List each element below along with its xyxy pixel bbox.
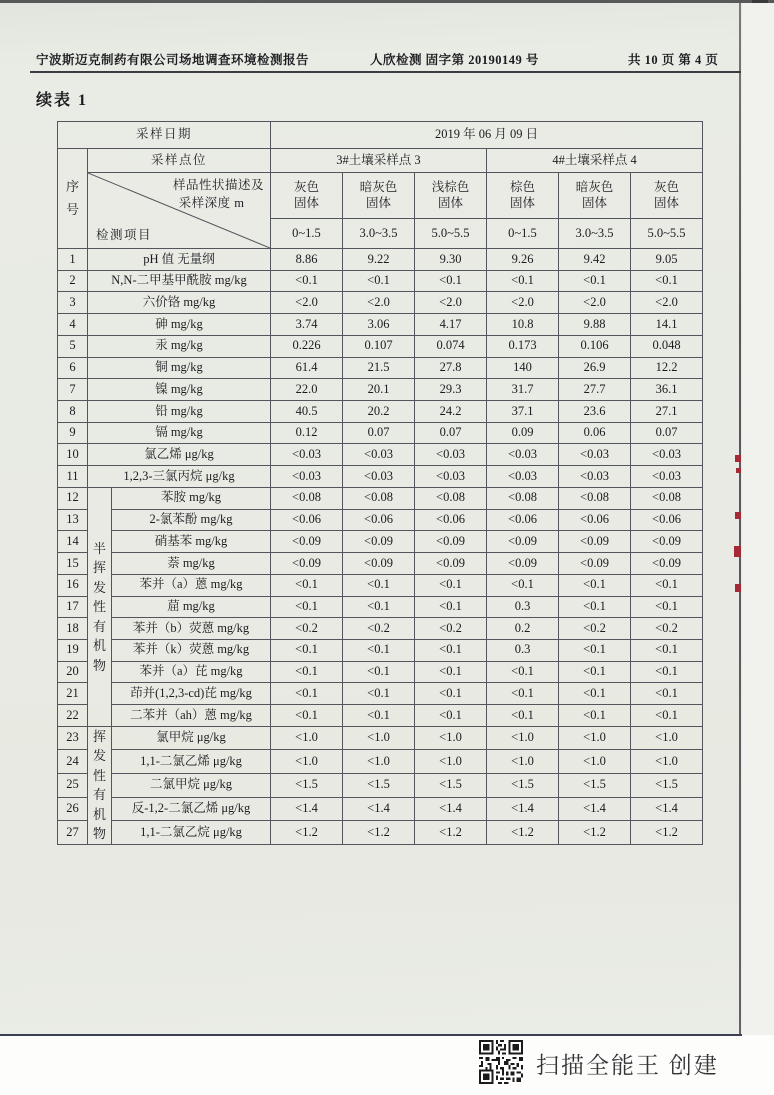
result-value: 61.4 [271, 357, 343, 379]
result-value: <0.03 [415, 444, 487, 466]
row-index: 23 [58, 726, 88, 750]
row-index: 13 [58, 509, 88, 531]
result-value: <1.2 [343, 821, 415, 845]
result-value: 140 [487, 357, 559, 379]
result-value: <1.2 [559, 821, 631, 845]
result-value: <0.1 [631, 661, 703, 683]
result-value: 9.26 [487, 249, 559, 271]
result-value: <1.0 [343, 750, 415, 774]
result-value: <0.1 [343, 705, 415, 727]
result-value: <0.1 [487, 270, 559, 292]
result-value: <0.1 [559, 705, 631, 727]
result-value: <0.1 [343, 639, 415, 661]
row-index: 1 [58, 249, 88, 271]
parameter-group-label: 半挥发性有机物 [88, 487, 112, 726]
parameter-name: 氯乙烯 μg/kg [88, 444, 271, 466]
sample-depth: 5.0~5.5 [415, 219, 487, 249]
parameter-name: 砷 mg/kg [88, 314, 271, 336]
row-index: 17 [58, 596, 88, 618]
table-row [58, 357, 703, 379]
result-value: 27.7 [559, 379, 631, 401]
result-value: <1.4 [271, 797, 343, 821]
result-value: <0.08 [415, 487, 487, 509]
index-column-header [58, 149, 88, 249]
point-3-header: 3#土壤采样点 3 [271, 149, 487, 173]
row-index: 21 [58, 683, 88, 705]
result-value: <1.4 [415, 797, 487, 821]
result-value: <0.2 [415, 618, 487, 640]
parameter-name: 1,1-二氯乙烷 μg/kg [112, 821, 271, 845]
sampling-date-label: 采样日期 [58, 122, 271, 149]
result-value: <2.0 [487, 292, 559, 314]
result-value: <0.03 [559, 466, 631, 488]
result-value: <2.0 [559, 292, 631, 314]
result-value: <0.1 [271, 639, 343, 661]
row-index: 26 [58, 797, 88, 821]
result-value: <0.09 [415, 553, 487, 575]
page-number: 共 10 页 第 4 页 [628, 53, 719, 67]
result-value: <0.08 [343, 487, 415, 509]
result-value: 4.17 [415, 314, 487, 336]
scan-top-edge [0, 0, 774, 3]
parameter-name: 苯胺 mg/kg [112, 487, 271, 509]
result-value: <0.09 [271, 531, 343, 553]
table-row [58, 639, 703, 661]
result-value: <0.03 [343, 444, 415, 466]
result-value: <0.1 [343, 270, 415, 292]
sampling-date-value: 2019 年 06 月 09 日 [271, 122, 703, 149]
red-edge-mark [735, 584, 741, 592]
result-value: <0.06 [343, 509, 415, 531]
result-value: <2.0 [343, 292, 415, 314]
table-row [58, 553, 703, 575]
result-value: <0.1 [415, 683, 487, 705]
result-value: <0.2 [631, 618, 703, 640]
result-value: <2.0 [271, 292, 343, 314]
result-value: <0.1 [487, 683, 559, 705]
result-value: <1.0 [559, 726, 631, 750]
result-value: 21.5 [343, 357, 415, 379]
header-rule [30, 71, 741, 73]
result-value: 0.12 [271, 422, 343, 444]
result-value: 29.3 [415, 379, 487, 401]
report-title: 宁波斯迈克制药有限公司场地调查环境检测报告 [36, 53, 310, 67]
table-row [58, 379, 703, 401]
table-row [58, 401, 703, 423]
result-value: <0.2 [343, 618, 415, 640]
result-value: 36.1 [631, 379, 703, 401]
diagonal-header-cell [88, 173, 271, 249]
result-value: <2.0 [631, 292, 703, 314]
table-row [58, 531, 703, 553]
parameter-name: pH 值 无量纲 [88, 249, 271, 271]
result-value: <0.1 [415, 596, 487, 618]
table-row [58, 683, 703, 705]
table-row [58, 487, 703, 509]
result-value: <1.4 [631, 797, 703, 821]
parameter-name: 氯甲烷 μg/kg [112, 726, 271, 750]
table-row [58, 574, 703, 596]
result-value: 0.107 [343, 335, 415, 357]
result-value: 8.86 [271, 249, 343, 271]
result-value: <0.09 [415, 531, 487, 553]
result-value: 0.106 [559, 335, 631, 357]
row-index: 15 [58, 553, 88, 575]
result-value: <0.06 [631, 509, 703, 531]
result-value: 22.0 [271, 379, 343, 401]
result-value: <1.0 [487, 726, 559, 750]
result-value: <0.1 [631, 596, 703, 618]
result-value: <0.1 [415, 574, 487, 596]
result-value: <1.2 [415, 821, 487, 845]
result-value: 27.1 [631, 401, 703, 423]
results-table [57, 121, 703, 845]
result-value: <1.2 [271, 821, 343, 845]
table-row [58, 618, 703, 640]
result-value: 0.07 [631, 422, 703, 444]
result-value: <0.03 [487, 444, 559, 466]
result-value: <0.09 [271, 553, 343, 575]
result-value: 40.5 [271, 401, 343, 423]
result-value: 0.173 [487, 335, 559, 357]
result-value: <0.1 [559, 270, 631, 292]
sample-depth: 5.0~5.5 [631, 219, 703, 249]
qr-code-icon [479, 1040, 523, 1084]
row-index: 24 [58, 750, 88, 774]
result-value: 20.1 [343, 379, 415, 401]
row-index: 25 [58, 774, 88, 798]
result-value: 3.74 [271, 314, 343, 336]
result-value: 0.226 [271, 335, 343, 357]
table-row [58, 422, 703, 444]
result-value: <1.0 [487, 750, 559, 774]
row-index: 6 [58, 357, 88, 379]
parameter-name: 铅 mg/kg [88, 401, 271, 423]
result-value: <0.03 [271, 444, 343, 466]
sample-depth: 0~1.5 [487, 219, 559, 249]
row-index: 2 [58, 270, 88, 292]
result-value: <0.06 [487, 509, 559, 531]
result-value: <0.1 [487, 574, 559, 596]
result-value: <0.1 [487, 705, 559, 727]
result-value: <0.08 [631, 487, 703, 509]
row-index: 16 [58, 574, 88, 596]
parameter-name: 䓛 mg/kg [112, 596, 271, 618]
parameter-name: 二苯并（ah）蒽 mg/kg [112, 705, 271, 727]
table-row [58, 774, 703, 798]
result-value: <0.08 [559, 487, 631, 509]
result-value: <0.1 [415, 661, 487, 683]
parameter-name: N,N-二甲基甲酰胺 mg/kg [88, 270, 271, 292]
result-value: 3.06 [343, 314, 415, 336]
sample-desc: 浅棕色 固体 [415, 173, 487, 219]
result-value: <0.1 [415, 270, 487, 292]
sample-depth: 0~1.5 [271, 219, 343, 249]
row-index: 10 [58, 444, 88, 466]
parameter-name: 镉 mg/kg [88, 422, 271, 444]
result-value: <1.5 [487, 774, 559, 798]
result-value: <0.06 [415, 509, 487, 531]
result-value: 14.1 [631, 314, 703, 336]
result-value: 31.7 [487, 379, 559, 401]
result-value: <0.1 [343, 596, 415, 618]
result-value: <0.1 [343, 574, 415, 596]
parameter-name: 1,1-二氯乙烯 μg/kg [112, 750, 271, 774]
result-value: 24.2 [415, 401, 487, 423]
table-row [58, 314, 703, 336]
result-value: 23.6 [559, 401, 631, 423]
result-value: <0.03 [559, 444, 631, 466]
result-value: <0.09 [487, 553, 559, 575]
result-value: <0.06 [271, 509, 343, 531]
result-value: <0.1 [415, 705, 487, 727]
row-index: 5 [58, 335, 88, 357]
result-value: 0.2 [487, 618, 559, 640]
parameter-name: 二氯甲烷 μg/kg [112, 774, 271, 798]
parameter-name: 汞 mg/kg [88, 335, 271, 357]
result-value: <0.03 [415, 466, 487, 488]
parameter-name: 反-1,2-二氯乙烯 μg/kg [112, 797, 271, 821]
sample-desc: 暗灰色 固体 [343, 173, 415, 219]
result-value: <0.09 [631, 553, 703, 575]
result-value: <1.2 [487, 821, 559, 845]
row-index: 7 [58, 379, 88, 401]
table-row [58, 249, 703, 271]
result-value: 9.22 [343, 249, 415, 271]
table-row [58, 466, 703, 488]
result-value: 0.07 [343, 422, 415, 444]
row-index: 9 [58, 422, 88, 444]
table-row [58, 270, 703, 292]
red-edge-mark [736, 468, 741, 473]
result-value: 0.09 [487, 422, 559, 444]
result-value: <0.06 [559, 509, 631, 531]
result-value: <0.2 [559, 618, 631, 640]
table-row [58, 509, 703, 531]
parameter-name: 2-氯苯酚 mg/kg [112, 509, 271, 531]
result-value: 9.05 [631, 249, 703, 271]
sample-desc: 暗灰色 固体 [559, 173, 631, 219]
certificate-number: 人欣检测 固字第 20190149 号 [370, 53, 539, 67]
result-value: <0.09 [343, 553, 415, 575]
table-row [58, 797, 703, 821]
result-value: <1.0 [631, 726, 703, 750]
results-tbody [58, 122, 703, 845]
row-index: 3 [58, 292, 88, 314]
row-index: 12 [58, 487, 88, 509]
result-value: <0.1 [343, 683, 415, 705]
result-value: <2.0 [415, 292, 487, 314]
table-row [58, 292, 703, 314]
table-row [58, 726, 703, 750]
result-value: <1.0 [415, 750, 487, 774]
row-index: 4 [58, 314, 88, 336]
result-value: <1.4 [487, 797, 559, 821]
row-index: 19 [58, 639, 88, 661]
result-value: <0.03 [487, 466, 559, 488]
result-value: <1.2 [631, 821, 703, 845]
parameter-name: 六价铬 mg/kg [88, 292, 271, 314]
table-row [58, 444, 703, 466]
result-value: <0.1 [271, 596, 343, 618]
result-value: <0.1 [631, 705, 703, 727]
table-row [58, 661, 703, 683]
scanner-credit-text: 扫描全能王 创建 [536, 1053, 719, 1078]
point-4-header: 4#土壤采样点 4 [487, 149, 703, 173]
red-edge-mark [734, 546, 741, 557]
index-header-label: 序号 [65, 179, 79, 217]
result-value: <0.2 [271, 618, 343, 640]
row-index: 27 [58, 821, 88, 845]
result-value: <1.5 [343, 774, 415, 798]
table-row [58, 335, 703, 357]
result-value: <0.1 [271, 661, 343, 683]
parameter-name: 1,2,3-三氯丙烷 μg/kg [88, 466, 271, 488]
result-value: 9.30 [415, 249, 487, 271]
result-value: <1.5 [271, 774, 343, 798]
table-row [58, 821, 703, 845]
result-value: <0.09 [343, 531, 415, 553]
parameter-name: 硝基苯 mg/kg [112, 531, 271, 553]
result-value: <0.09 [631, 531, 703, 553]
sample-depth: 3.0~3.5 [559, 219, 631, 249]
result-value: <0.1 [559, 574, 631, 596]
result-value: <0.1 [487, 661, 559, 683]
result-value: <0.09 [487, 531, 559, 553]
sampling-point-label: 采样点位 [88, 149, 271, 173]
result-value: <0.1 [271, 270, 343, 292]
parameter-name: 苯并（k）荧蒽 mg/kg [112, 639, 271, 661]
result-value: <0.03 [631, 444, 703, 466]
result-value: 0.3 [487, 639, 559, 661]
result-value: <0.1 [271, 705, 343, 727]
table-row [58, 750, 703, 774]
result-value: 9.88 [559, 314, 631, 336]
table-row [58, 596, 703, 618]
result-value: <0.09 [559, 553, 631, 575]
result-value: 12.2 [631, 357, 703, 379]
result-value: <1.4 [559, 797, 631, 821]
result-value: <0.1 [559, 639, 631, 661]
parameter-group-label: 挥发性有机物 [88, 726, 112, 844]
result-value: <0.03 [343, 466, 415, 488]
parameter-name: 苯并（a）芘 mg/kg [112, 661, 271, 683]
red-edge-mark [735, 455, 741, 462]
sample-desc: 棕色 固体 [487, 173, 559, 219]
parameter-name: 茚并(1,2,3-cd)芘 mg/kg [112, 683, 271, 705]
parameter-name: 镍 mg/kg [88, 379, 271, 401]
page-edge-line [739, 3, 741, 1035]
result-value: <1.0 [415, 726, 487, 750]
result-value: <0.1 [631, 574, 703, 596]
red-edge-mark [735, 512, 741, 519]
result-value: <0.09 [559, 531, 631, 553]
parameter-name: 铜 mg/kg [88, 357, 271, 379]
result-value: <1.0 [631, 750, 703, 774]
result-value: <1.0 [343, 726, 415, 750]
row-index: 11 [58, 466, 88, 488]
result-value: 0.07 [415, 422, 487, 444]
result-value: <0.03 [631, 466, 703, 488]
sample-desc: 灰色 固体 [271, 173, 343, 219]
sample-depth: 3.0~3.5 [343, 219, 415, 249]
result-value: 0.074 [415, 335, 487, 357]
result-value: <0.1 [271, 683, 343, 705]
table-row [58, 705, 703, 727]
result-value: <0.1 [559, 596, 631, 618]
result-value: <0.03 [271, 466, 343, 488]
row-index: 22 [58, 705, 88, 727]
result-value: <1.5 [415, 774, 487, 798]
parameter-name: 苯并（b）荧蒽 mg/kg [112, 618, 271, 640]
page-bottom-edge [0, 1034, 742, 1036]
result-value: <0.1 [631, 639, 703, 661]
result-value: <1.0 [559, 750, 631, 774]
result-value: <1.4 [343, 797, 415, 821]
result-value: <0.1 [343, 661, 415, 683]
result-value: 26.9 [559, 357, 631, 379]
sample-desc: 灰色 固体 [631, 173, 703, 219]
result-value: <0.1 [559, 683, 631, 705]
result-value: <1.5 [559, 774, 631, 798]
sampling-point-row [58, 149, 703, 173]
result-value: <1.0 [271, 726, 343, 750]
row-index: 8 [58, 401, 88, 423]
result-value: 20.2 [343, 401, 415, 423]
result-value: <0.1 [271, 574, 343, 596]
diagonal-top-label: 样品性状描述及 采样深度 m [172, 178, 264, 210]
result-value: 9.42 [559, 249, 631, 271]
result-value: 0.048 [631, 335, 703, 357]
result-value: <1.5 [631, 774, 703, 798]
result-value: 10.8 [487, 314, 559, 336]
result-value: 37.1 [487, 401, 559, 423]
result-value: <0.1 [559, 661, 631, 683]
parameter-name: 苯并（a）蒽 mg/kg [112, 574, 271, 596]
result-value: <1.0 [271, 750, 343, 774]
sampling-date-row [58, 122, 703, 149]
result-value: <0.1 [631, 683, 703, 705]
parameter-name: 萘 mg/kg [112, 553, 271, 575]
row-index: 20 [58, 661, 88, 683]
result-value: 0.06 [559, 422, 631, 444]
row-index: 14 [58, 531, 88, 553]
table-caption: 续表 1 [36, 92, 89, 109]
result-value: <0.1 [415, 639, 487, 661]
result-value: <0.1 [631, 270, 703, 292]
sample-description-row [58, 173, 703, 219]
row-index: 18 [58, 618, 88, 640]
result-value: <0.08 [487, 487, 559, 509]
result-value: 0.3 [487, 596, 559, 618]
result-value: <0.08 [271, 487, 343, 509]
result-value: 27.8 [415, 357, 487, 379]
diagonal-bottom-label: 检测项目 [96, 228, 153, 243]
scan-right-margin [742, 3, 774, 1035]
